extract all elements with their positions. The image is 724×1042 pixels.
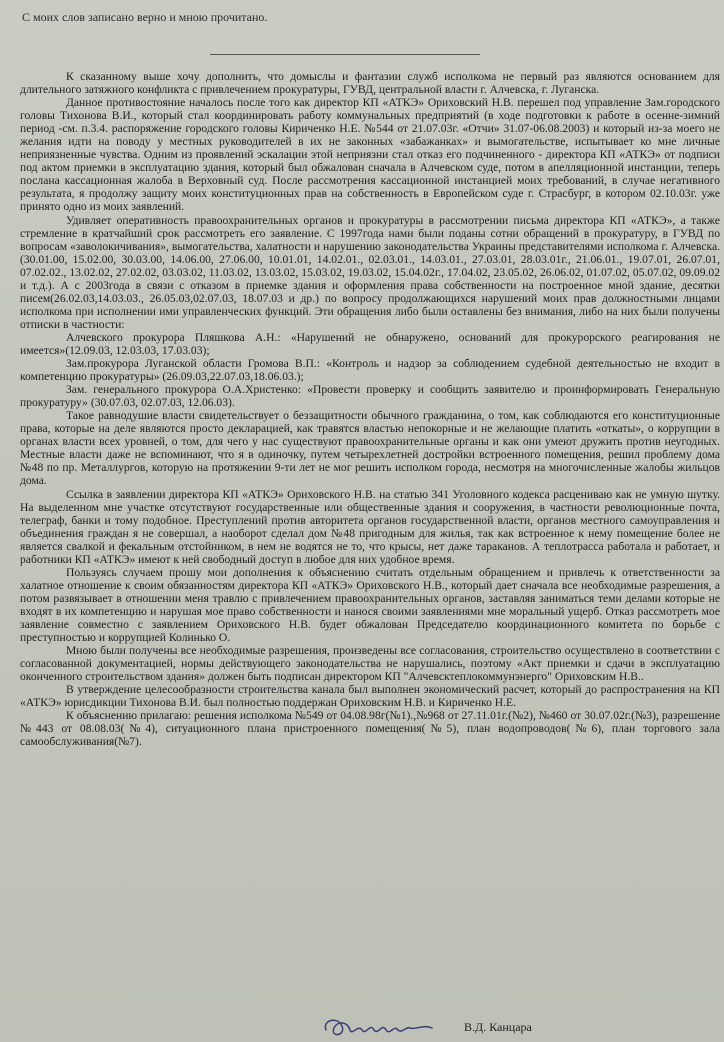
paragraph: Данное противостояние началось после того как директор КП «АТКЭ» Ориховский Н.В. перешел под управление Зам.городского головы Тихонова В.И., который стал координировать работу коммунальных предприятий (в ходе подготовки к работе в осенне-зимний период -см. п.3.4. распоряжение городского головы Кириченко Н.Е. №544 от 21.07.03г. «Отчи» 31.07-06.08.2003) и который из-за моего не желания идти на поводу у местных руководителей в их не законных «забажанках» и вымогательстве, испытывает ко мне личные неприязненные чувства. Одним из проявлений эскалации этой неприязни стал отказ его подчиненного - директора КП «АТКЭ» от подписи под актом приемки в эксплуатацию здания, который был обжалован сначала в Алчевском суде, потом в апелляционной инстанции, теперь послана кассационная жалоба в Верховный суд. После рассмотрения кассационной инстанцией моих требований, в случае негативного результата, я продолжу защиту моих конституционных прав на собственность в Европейском суде г. Страсбург, в котором 02.10.03г. уже принято одно из моих заявлений. xyxy=(20,96,720,214)
signature-name: В.Д. Канцара xyxy=(464,1019,532,1034)
paragraph: Такое равнодушие власти свидетельствует о беззащитности обычного гражданина, о том, как соблюдаются его конституционные права, которые на деле являются просто декларацией, как травятся властью непокорные и не желающие платить «откаты», о коррупции в органах власти всех уровней, о том, для чего у нас существуют правоохранительные органы и как они умеют дружить против неугодных. Местные власти даже не вспоминают, что я в одиночку, путем четырехлетней достройки встроенного помещения, решил проблему дома №48 по пр. Металлургов, которую на протяжении 9-ти лет не мог решить исполком города, несмотря на многочисленные жалобы жильцов дома. xyxy=(20,409,720,488)
paragraph: Мною были получены все необходимые разрешения, произведены все согласования, строительство осуществлено в соответствии с согласованной документацией, нормы действующего законодательства не нарушались, поэтому «Акт приемки и сдачи в эксплуатацию оконченного строительством здания» должен быть подписан директором КП "Алчевсктеплокоммунэнерго" Ориховским Н.В.. xyxy=(20,644,720,684)
paragraph: В утверждение целесообразности строительства канала был выполнен экономический расчет, который до распространения на КП «АТКЭ» юрисдикции Тихонова В.И. был полностью поддержан Ориховским Н.В. и Кириченко Н.Е. xyxy=(20,683,720,710)
paragraph: Ссылка в заявлении директора КП «АТКЭ» Ориховского Н.В. на статью 341 Уголовного кодекса расцениваю как не умную шутку. На выделенном мне участке отсутствуют государственные или общественные здания и сооружения, в частности революционные почта, телеграф, банки и тому подобное. Преступлений против авторитета органов государственной власти, органов местного самоуправления и объединения граждан я не совершал, а наоборот сделал дом №48 пригодным для жилья, так как встроенное к нему помещение более не является свалкой и фекальным отстойником, в нем не водятся не то, что крысы, нет даже тараканов. А теплотрасса работала и работает, и работники КП «АТКЭ» имеют к ней свободный доступ в любое для них удобное время. xyxy=(20,487,720,566)
document-body xyxy=(20,70,720,748)
paragraph: К сказанному выше хочу дополнить, что домыслы и фантазии служб исполкома не первый раз являются основанием для длительного затяжного конфликта с привлечением прокуратуры, ГУВД, центральной власти г. Алчевска, г. Луганска. xyxy=(20,70,720,97)
paragraph: Зам.прокурора Луганской области Громова В.П.: «Контроль и надзор за соблюдением судебной деятельностью не входит в компетенцию прокуратуры» (26.09.03,22.07.03,18.06.03.); xyxy=(20,357,720,384)
paragraph: Зам. генерального прокурора О.А.Христенко: «Провести проверку и сообщить заявителю и проинформировать Генеральную прокуратуру» (30.07.03, 02.07.03, 12.06.03). xyxy=(20,383,720,410)
handwritten-signature xyxy=(320,1012,450,1042)
signature-block xyxy=(320,1012,700,1042)
divider-line xyxy=(210,54,480,55)
header-note: С моих слов записано верно и мною прочитано. xyxy=(22,10,268,24)
paragraph: Алчевского прокурора Пляшкова А.Н.: «Нарушений не обнаружено, оснований для прокурорского реагирования не имеется»(12.09.03, 12.03.03, 17.03.03); xyxy=(20,330,720,357)
paragraph: Удивляет оперативность правоохранительных органов и прокуратуры в рассмотрении письма директора КП «АТКЭ», а также стремление в кратчайший срок рассмотреть его заявление. С 1997года нами были поданы сотни обращений в прокуратуру, в ГУВД по вопросам «заволокичивания», вымогательства, халатности и нарушению законодательства Украины представителями исполкома г. Алчевска. (30.01.00, 15.02.00, 30.03.00, 14.06.00, 27.06.00, 10.01.01, 14.02.01., 02.03.01., 14.03.01., 27.03.01, 28.03.01г., 21.06.01., 19.07.01, 26.07.01, 07.02.02., 13.02.02, 27.02.02, 03.03.02, 11.03.02, 13.03.02, 15.03.02, 19.03.02, 15.04.02г., 17.04.02, 23.05.02, 26.06.02, 01.07.02, 05.07.02, 09.09.02 и т.д.). А с 2003года в связи с отказом в приемке здания и оформления права собственности на построенное мной здание, десятки писем(26.02.03,14.03.03., 26.05.03,02.07.03, 18.07.03 и др.) по вопросу продолжающихся нарушений моих прав должностными лицами исполкома при исполнении ими управленческих функций. Эти обращения либо были оставлены без внимания, либо на них были получены отписки в частности: xyxy=(20,213,720,331)
paragraph: К объяснению прилагаю: решения исполкома №549 от 04.08.98г(№1).,№968 от 27.11.01г.(№2), №460 от 30.07.02г.(№3), разрешение №443 от 08.08.03(№4), ситуационного плана пристроенного помещения(№5), план водопроводов(№6), план торгового зала самообслуживания(№7). xyxy=(20,709,720,749)
paragraph: Пользуясь случаем прошу мои дополнения к объяснению считать отдельным обращением и привлечь к ответственности за халатное отношение к своим обязанностям директора КП «АТКЭ» Ориховского Н.В., который дает сначала все необходимые разрешения, а потом развязывает в отношении меня травлю с привлечением правоохранительных органов, заставляя заниматься теми делами которые не входят в их компетенцию и нарушая мое право собственности и нанося своими заявлениями мне моральный ущерб. Отказ рассмотреть мое заявление совместно с заявлением Ориховского Н.В. будет обжалован Председателю координационного комитета по борьбе с преступностью и коррупцией Колинько О. xyxy=(20,565,720,645)
